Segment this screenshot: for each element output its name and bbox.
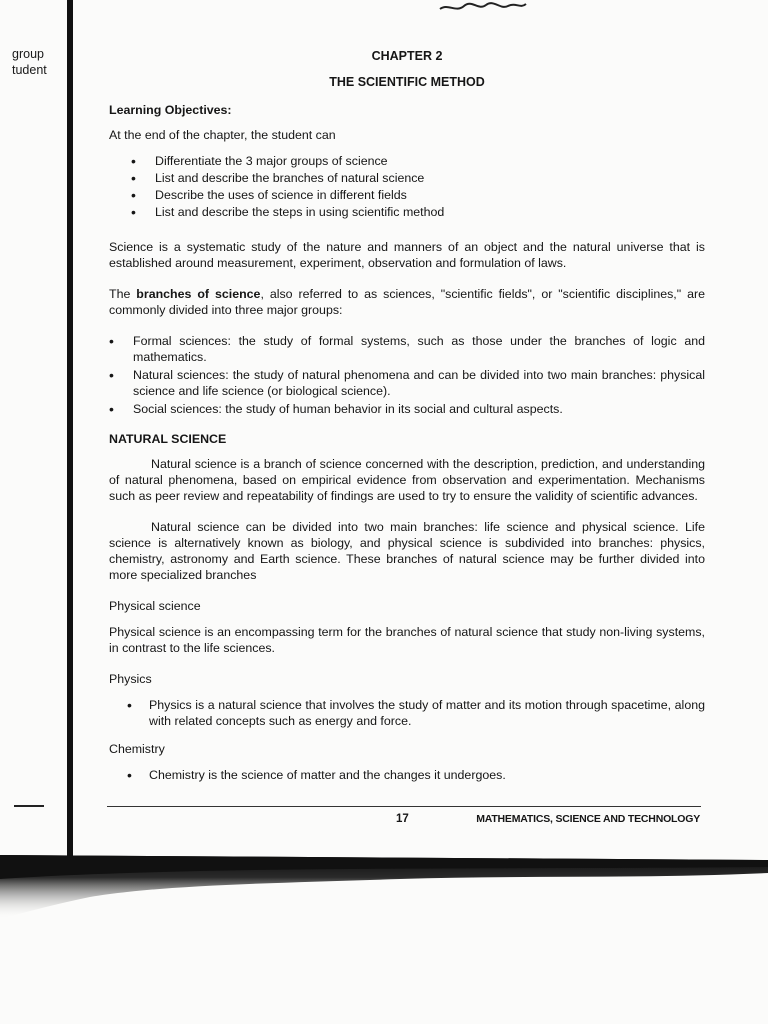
science-group-item: • Social sciences: the study of human behavior in its social and cultural aspects. <box>109 401 705 417</box>
physics-item: • Physics is a natural science that involves the study of matter and its motion through spacetime, along with related concepts such as energy and force. <box>127 697 705 729</box>
objective-item: • Differentiate the 3 major groups of science <box>131 153 705 170</box>
learning-objectives-intro: At the end of the chapter, the student can <box>109 128 336 142</box>
science-group-item: • Natural sciences: the study of natural phenomena and can be divided into two main branches: physical science and life science (or biological science). <box>109 367 705 399</box>
chemistry-list <box>109 767 705 783</box>
objective-item: • Describe the uses of science in different fields <box>131 187 705 204</box>
margin-note-line: group <box>12 47 44 61</box>
natural-science-paragraph: Natural science can be divided into two main branches: life science and physical science. Life science is alternatively known as biology, and physical science is subdivided into branches: physics, chemistry, astronomy and Earth science. These branches of natural science may be further divided into more specialized branches <box>109 520 705 582</box>
chemistry-heading: Chemistry <box>109 742 165 756</box>
margin-note <box>12 46 47 78</box>
branches-intro-bold: branches of science <box>136 287 261 301</box>
science-groups-list <box>109 333 705 417</box>
physical-science-text: Physical science is an encompassing term for the branches of natural science that study non-living systems, in contrast to the life sciences. <box>109 625 705 655</box>
page-content <box>109 48 705 795</box>
chapter-number: CHAPTER 2 <box>371 49 443 63</box>
branches-intro-before: The <box>109 287 137 301</box>
book-spine-shadow <box>67 0 73 870</box>
scan-shadow <box>0 855 768 925</box>
science-group-item: • Formal sciences: the study of formal systems, such as those under the branches of logic and mathematics. <box>109 333 705 365</box>
science-definition: Science is a systematic study of the nature and manners of an object and the natural universe that is established around measurement, experiment, observation and formulation of laws. <box>109 240 705 270</box>
margin-note-line: tudent <box>12 63 47 77</box>
margin-rule <box>14 805 44 807</box>
page-number: 17 <box>396 813 409 825</box>
physical-science-heading: Physical science <box>109 599 201 613</box>
physics-list <box>109 697 705 729</box>
handwritten-scribble <box>438 0 528 12</box>
learning-objectives-heading: Learning Objectives: <box>109 103 232 117</box>
footer-title: MATHEMATICS, SCIENCE AND TECHNOLOGY <box>476 813 700 825</box>
learning-objectives-list <box>109 153 705 221</box>
chemistry-item: • Chemistry is the science of matter and the changes it undergoes. <box>127 767 705 783</box>
footer-rule <box>107 806 701 807</box>
natural-science-heading: NATURAL SCIENCE <box>109 432 227 446</box>
chapter-title: THE SCIENTIFIC METHOD <box>329 75 485 89</box>
branches-intro <box>109 286 705 318</box>
natural-science-paragraph: Natural science is a branch of science concerned with the description, prediction, and understanding of natural phenomena, based on empirical evidence from observation and experimentation. Mechanisms such as peer review and repeatability of findings are used to try to ensure the validity of scientific advances. <box>109 457 705 503</box>
branches-intro-after: , also referred to as sciences, "scientific fields", or "scientific disciplines," are commonly divided into three major groups: <box>109 287 706 317</box>
objective-item: • List and describe the branches of natural science <box>131 170 705 187</box>
physics-heading: Physics <box>109 672 152 686</box>
objective-item: • List and describe the steps in using scientific method <box>131 204 705 221</box>
